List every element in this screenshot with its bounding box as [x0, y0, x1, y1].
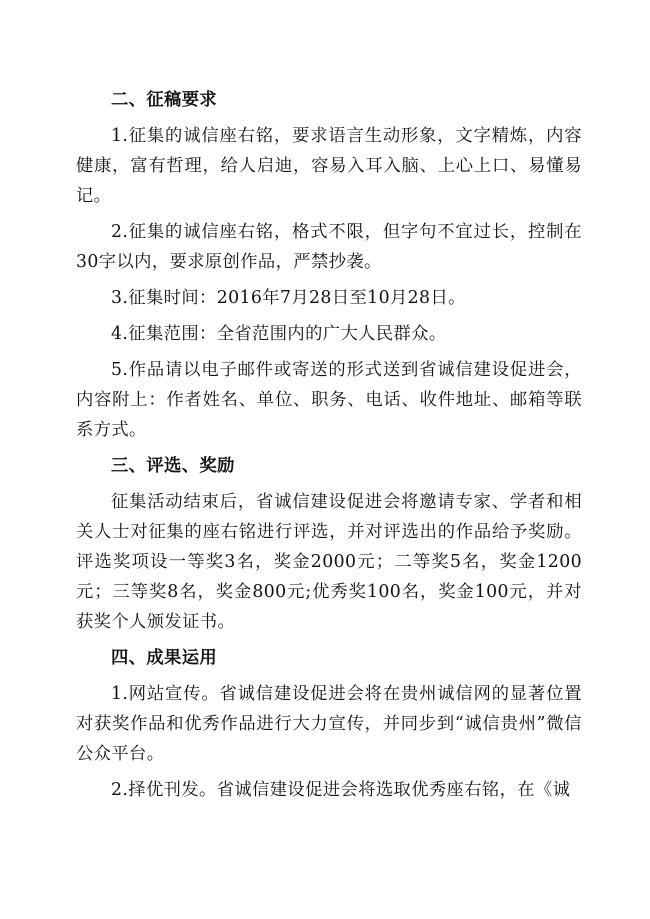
- paragraph-requirement-2: 2.征集的诚信座右铭，格式不限，但字句不宜过长，控制在30字以内，要求原创作品，严禁抄袭。: [76, 222, 582, 272]
- section-heading-results-usage: 四、成果运用: [111, 648, 218, 668]
- paragraph-requirement-5: 5.作品请以电子邮件或寄送的形式送到省诚信建设促进会，内容附上：作者姓名、单位、职务、电话、收件地址、邮箱等联系方式。: [76, 360, 582, 440]
- paragraph-requirement-3: 3.征集时间：2016年7月28日至10月28日。: [111, 288, 466, 308]
- section-heading-requirements: 二、征稿要求: [111, 90, 218, 110]
- paragraph-usage-2: 2.择优刊发。省诚信建设促进会将选取优秀座右铭，在《诚: [111, 780, 571, 800]
- paragraph-usage-1: 1.网站宣传。省诚信建设促进会将在贵州诚信网的显著位置对获奖作品和优秀作品进行大力宣传，并同步到“诚信贵州”微信公众平台。: [76, 684, 582, 764]
- paragraph-requirement-4: 4.征集范围：全省范围内的广大人民群众。: [111, 324, 447, 344]
- paragraph-requirement-1: 1.征集的诚信座右铭，要求语言生动形象，文字精炼，内容健康，富有哲理，给人启迪，容易入耳入脑、上心上口、易懂易记。: [76, 126, 582, 206]
- section-heading-awards: 三、评选、奖励: [111, 456, 235, 476]
- paragraph-awards: 征集活动结束后，省诚信建设促进会将邀请专家、学者和相关人士对征集的座右铭进行评选，并对评选出的作品给予奖励。评选奖项设一等奖3名，奖金2000元；二等奖5名，奖金1200元；三等奖8名，奖金800元;优秀奖100名，奖金100元，并对获奖个人颁发证书。: [76, 492, 582, 632]
- document-page: [76, 85, 582, 805]
